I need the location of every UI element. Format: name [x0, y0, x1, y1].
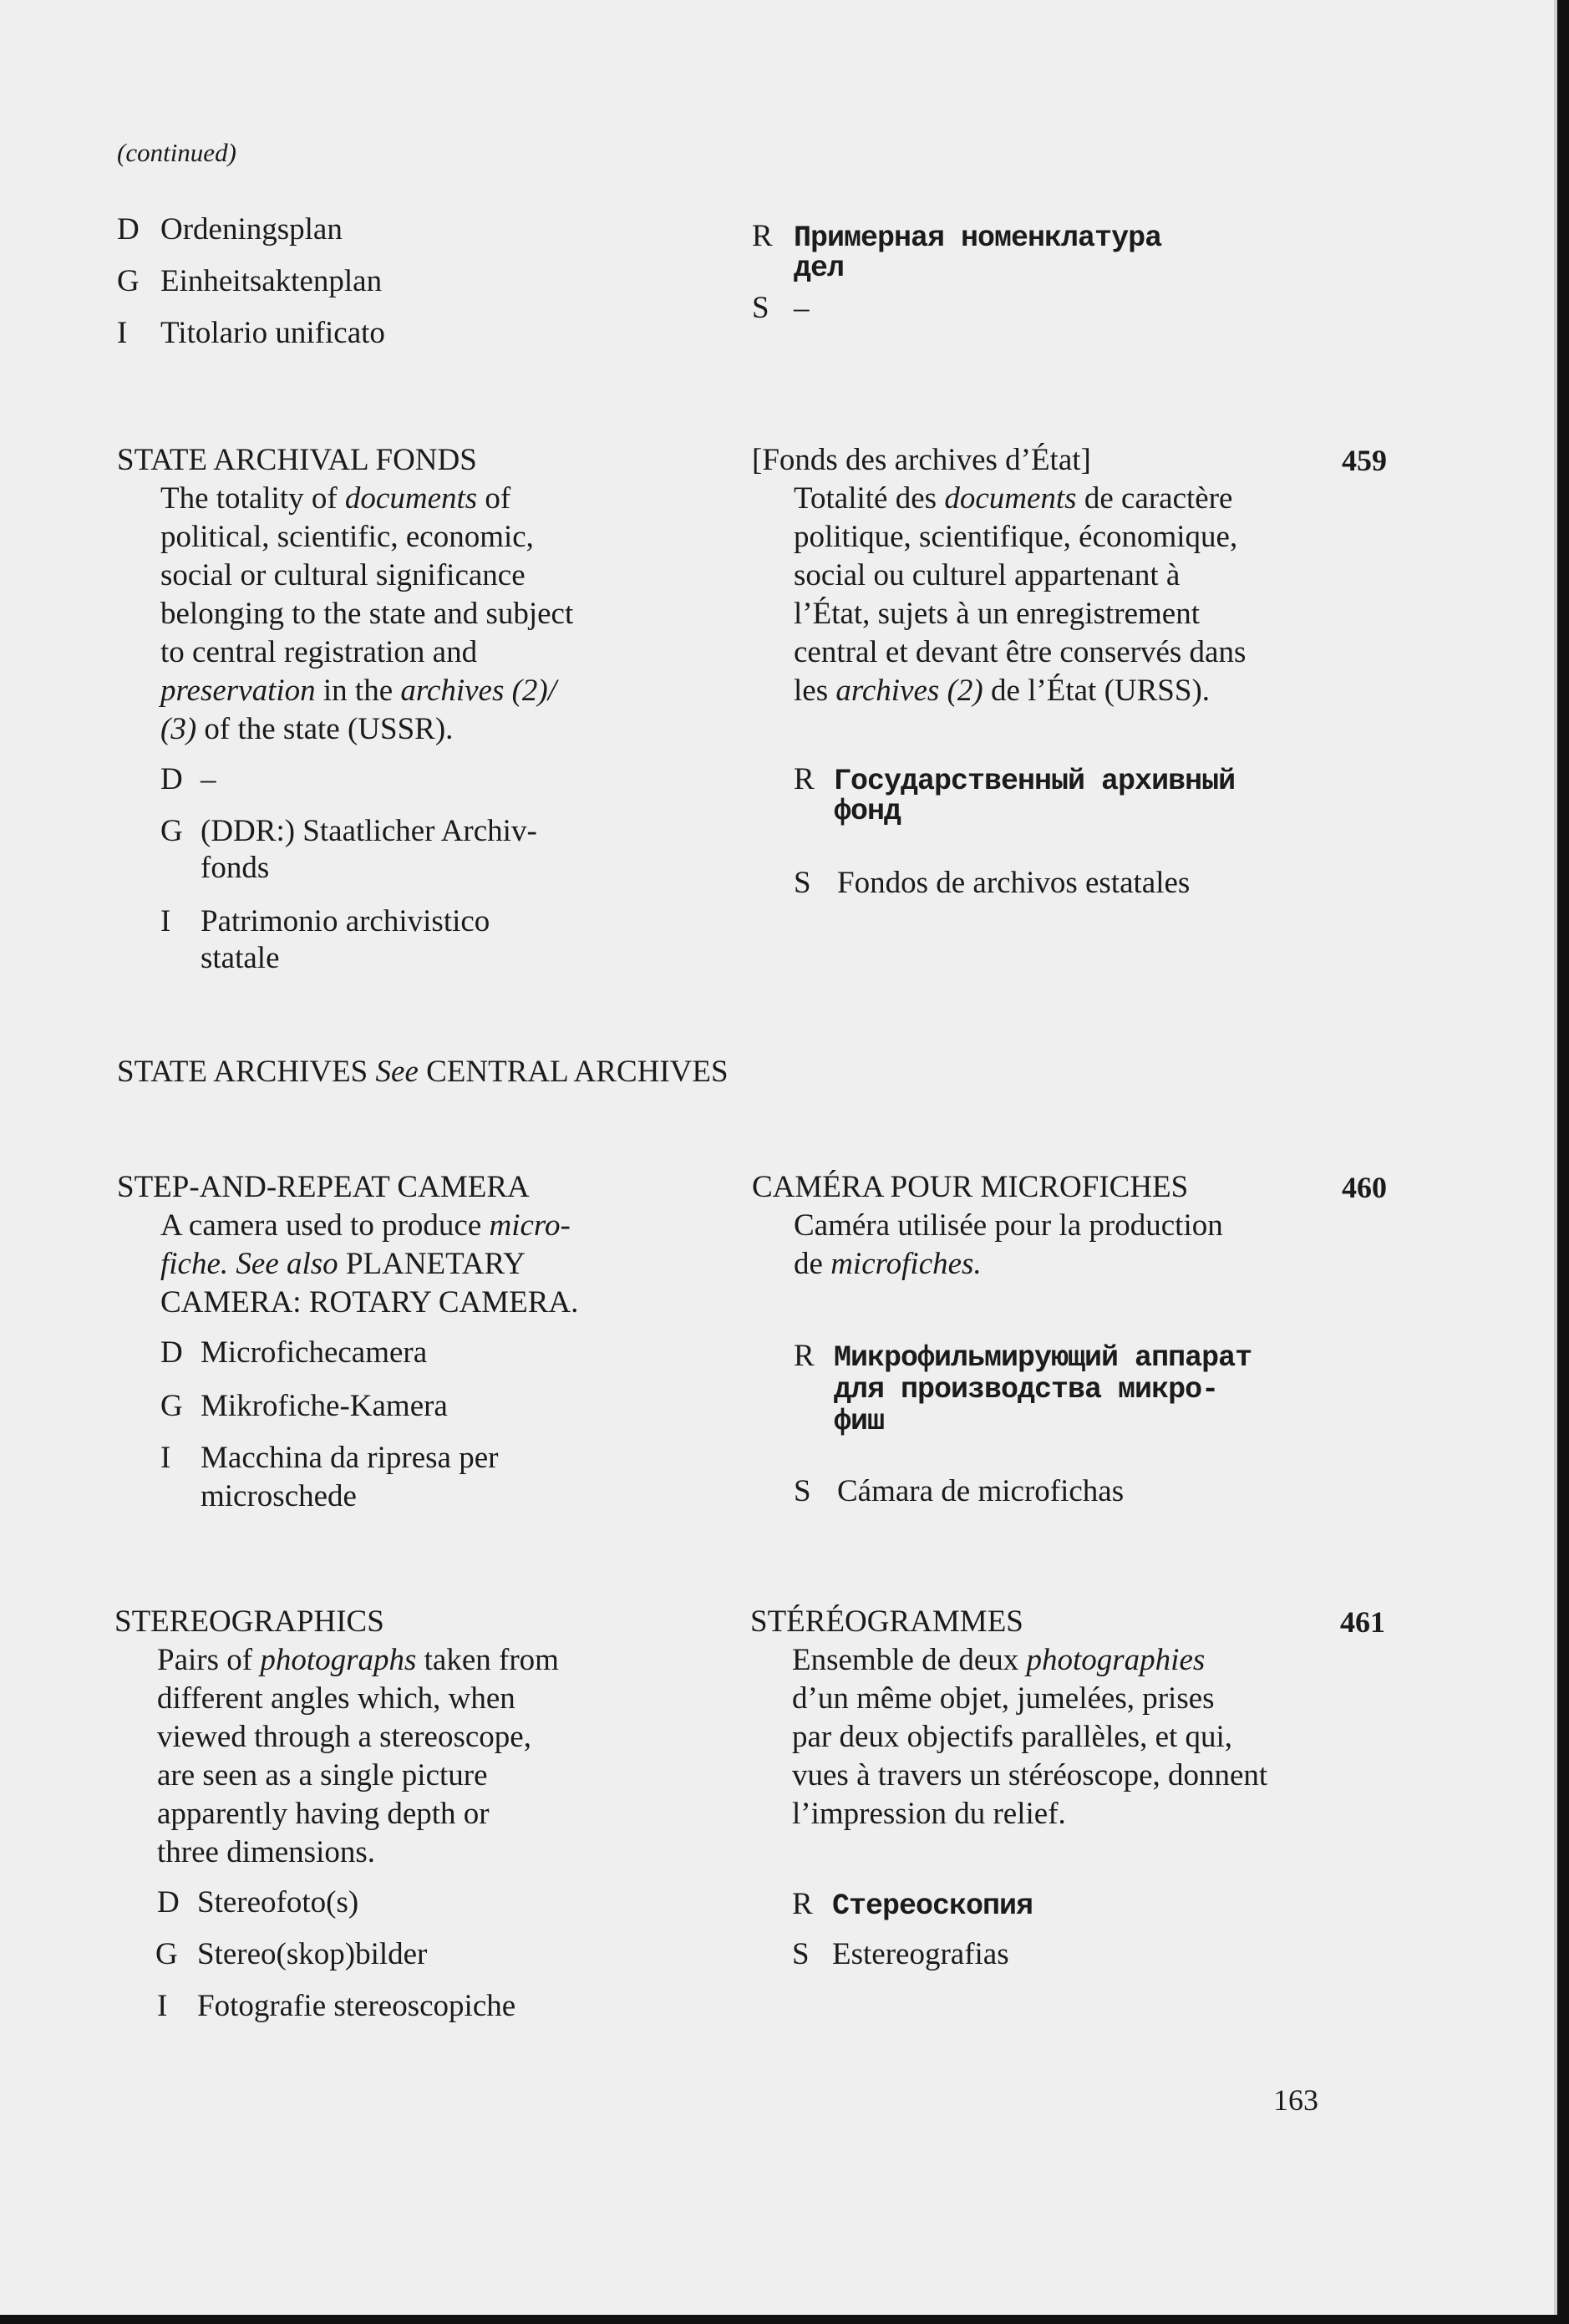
entry-459-i-line2: statale — [201, 941, 280, 975]
entry-461-def-line: apparently having depth or — [157, 1797, 490, 1831]
entry-461-fr-def-line: l’impression du relief. — [792, 1797, 1066, 1831]
entry-459-i-letter: I — [160, 904, 171, 938]
entry-460-def-line: A camera used to produce micro- — [160, 1208, 571, 1243]
entry-461-r-text: Стереоскопия — [832, 1889, 1033, 1923]
entry-459-number: 459 — [1342, 444, 1387, 477]
entry-461-heading: STEREOGRAPHICS — [114, 1604, 384, 1639]
entry-461-fr-def-line: vues à travers un stéréoscope, donnent — [792, 1758, 1268, 1793]
entry-459-fr-def-line: les archives (2) de l’État (URSS). — [794, 674, 1211, 708]
entry-460-d-letter: D — [160, 1335, 183, 1370]
entry-460-g-text: Mikrofiche-Kamera — [201, 1389, 448, 1423]
entry-461-number: 461 — [1340, 1605, 1385, 1639]
entry-460-fr-def-line: Caméra utilisée pour la production — [794, 1208, 1223, 1243]
entry-459-fr-def-line: Totalité des documents de caractère — [794, 481, 1233, 516]
entry-461-g-text: Stereo(skop)bilder — [197, 1937, 428, 1971]
entry-459-def-line: social or cultural significance — [160, 558, 526, 592]
entry-460-def-line: fiche. See also PLANETARY — [160, 1247, 526, 1281]
entry-461-s-letter: S — [792, 1937, 810, 1971]
prev-d-letter: D — [117, 212, 140, 247]
entry-461-def-line: viewed through a stereoscope, — [157, 1720, 531, 1754]
entry-460-heading: STEP-AND-REPEAT CAMERA — [117, 1170, 530, 1204]
entry-459-fr-heading: [Fonds des archives d’État] — [752, 443, 1091, 477]
entry-459-r-line1: Государственный архивный — [834, 765, 1236, 798]
entry-459-fr-def-line: social ou culturel appartenant à — [794, 558, 1181, 592]
entry-460-r-line2: для производства микро- — [834, 1373, 1219, 1406]
entry-460-i-line2: microschede — [201, 1479, 357, 1513]
entry-460-number: 460 — [1342, 1171, 1387, 1204]
entry-461-r-letter: R — [792, 1887, 813, 1921]
entry-459-def-line: political, scientific, economic, — [160, 520, 534, 554]
entry-460-i-letter: I — [160, 1441, 171, 1475]
prev-g-text: Einheitsaktenplan — [160, 264, 383, 298]
page-number: 163 — [1273, 2083, 1318, 2117]
prev-d-text: Ordeningsplan — [160, 212, 343, 247]
entry-459-fr-def-line: l’État, sujets à un enregistrement — [794, 597, 1200, 631]
entry-461-def-line: three dimensions. — [157, 1835, 376, 1869]
prev-r-letter: R — [752, 219, 773, 253]
entry-459-r-line2: фонд — [834, 795, 901, 828]
entry-461-def-line: different angles which, when — [157, 1681, 515, 1716]
entry-461-d-text: Stereofoto(s) — [197, 1885, 359, 1920]
entry-461-g-letter: G — [155, 1937, 178, 1971]
entry-461-s-text: Estereografias — [832, 1937, 1009, 1971]
entry-460-r-line3: фиш — [834, 1405, 885, 1438]
entry-460-fr-def-line: de microfiches. — [794, 1247, 982, 1281]
entry-459-g-line2: fonds — [201, 851, 270, 885]
entry-460-r-line1: Микрофильмирующий аппарат — [834, 1341, 1252, 1375]
entry-459-def-line: to central registration and — [160, 635, 478, 669]
entry-459-g-letter: G — [160, 814, 183, 848]
entry-461-fr-def-line: Ensemble de deux photographies — [792, 1643, 1206, 1677]
entry-460-s-letter: S — [794, 1474, 811, 1508]
prev-s-text: – — [794, 291, 810, 325]
entry-459-def-line: (3) of the state (USSR). — [160, 712, 454, 746]
entry-460-g-letter: G — [160, 1389, 183, 1423]
prev-s-letter: S — [752, 291, 769, 325]
entry-459-d-letter: D — [160, 762, 183, 796]
entry-459-r-letter: R — [794, 762, 815, 796]
entry-461-i-text: Fotografie stereoscopiche — [197, 1989, 516, 2023]
entry-461-def-line: are seen as a single picture — [157, 1758, 488, 1793]
entry-459-def-line: preservation in the archives (2)/ — [160, 674, 557, 708]
entry-459-fr-def-line: central et devant être conservés dans — [794, 635, 1247, 669]
entry-460-def-line: CAMERA: ROTARY CAMERA. — [160, 1285, 579, 1320]
prev-i-letter: I — [117, 316, 128, 350]
prev-r-line1: Примерная номенклатура — [794, 221, 1162, 255]
prev-r-line2: дел — [794, 252, 845, 285]
prev-g-letter: G — [117, 264, 140, 298]
prev-i-text: Titolario unificato — [160, 316, 385, 350]
entry-460-i-line1: Macchina da ripresa per — [201, 1441, 499, 1475]
entry-461-i-letter: I — [157, 1989, 168, 2023]
entry-459-s-letter: S — [794, 866, 811, 900]
entry-460-d-text: Microfichecamera — [201, 1335, 428, 1370]
entry-459-def-line: The totality of documents of — [160, 481, 511, 516]
entry-461-fr-def-line: par deux objectifs parallèles, et qui, — [792, 1720, 1233, 1754]
entry-459-heading: STATE ARCHIVAL FONDS — [117, 443, 477, 477]
continued-label: (continued) — [117, 138, 236, 167]
entry-459-g-line1: (DDR:) Staatlicher Archiv- — [201, 814, 537, 848]
entry-459-def-line: belonging to the state and subject — [160, 597, 574, 631]
entry-460-s-text: Cámara de microfichas — [837, 1474, 1125, 1508]
entry-459-s-text: Fondos de archivos estatales — [837, 866, 1191, 900]
entry-459-i-line1: Patrimonio archivistico — [201, 904, 490, 938]
entry-461-fr-def-line: d’un même objet, jumelées, prises — [792, 1681, 1215, 1716]
entry-461-fr-heading: STÉRÉOGRAMMES — [750, 1604, 1023, 1639]
entry-459-fr-def-line: politique, scientifique, économique, — [794, 520, 1238, 554]
entry-460-fr-heading: CAMÉRA POUR MICROFICHES — [752, 1170, 1189, 1204]
entry-461-d-letter: D — [157, 1885, 180, 1920]
entry-459-d-text: – — [201, 762, 216, 796]
entry-461-def-line: Pairs of photographs taken from — [157, 1643, 559, 1677]
see-reference: STATE ARCHIVES See CENTRAL ARCHIVES — [117, 1055, 729, 1089]
entry-460-r-letter: R — [794, 1339, 815, 1373]
